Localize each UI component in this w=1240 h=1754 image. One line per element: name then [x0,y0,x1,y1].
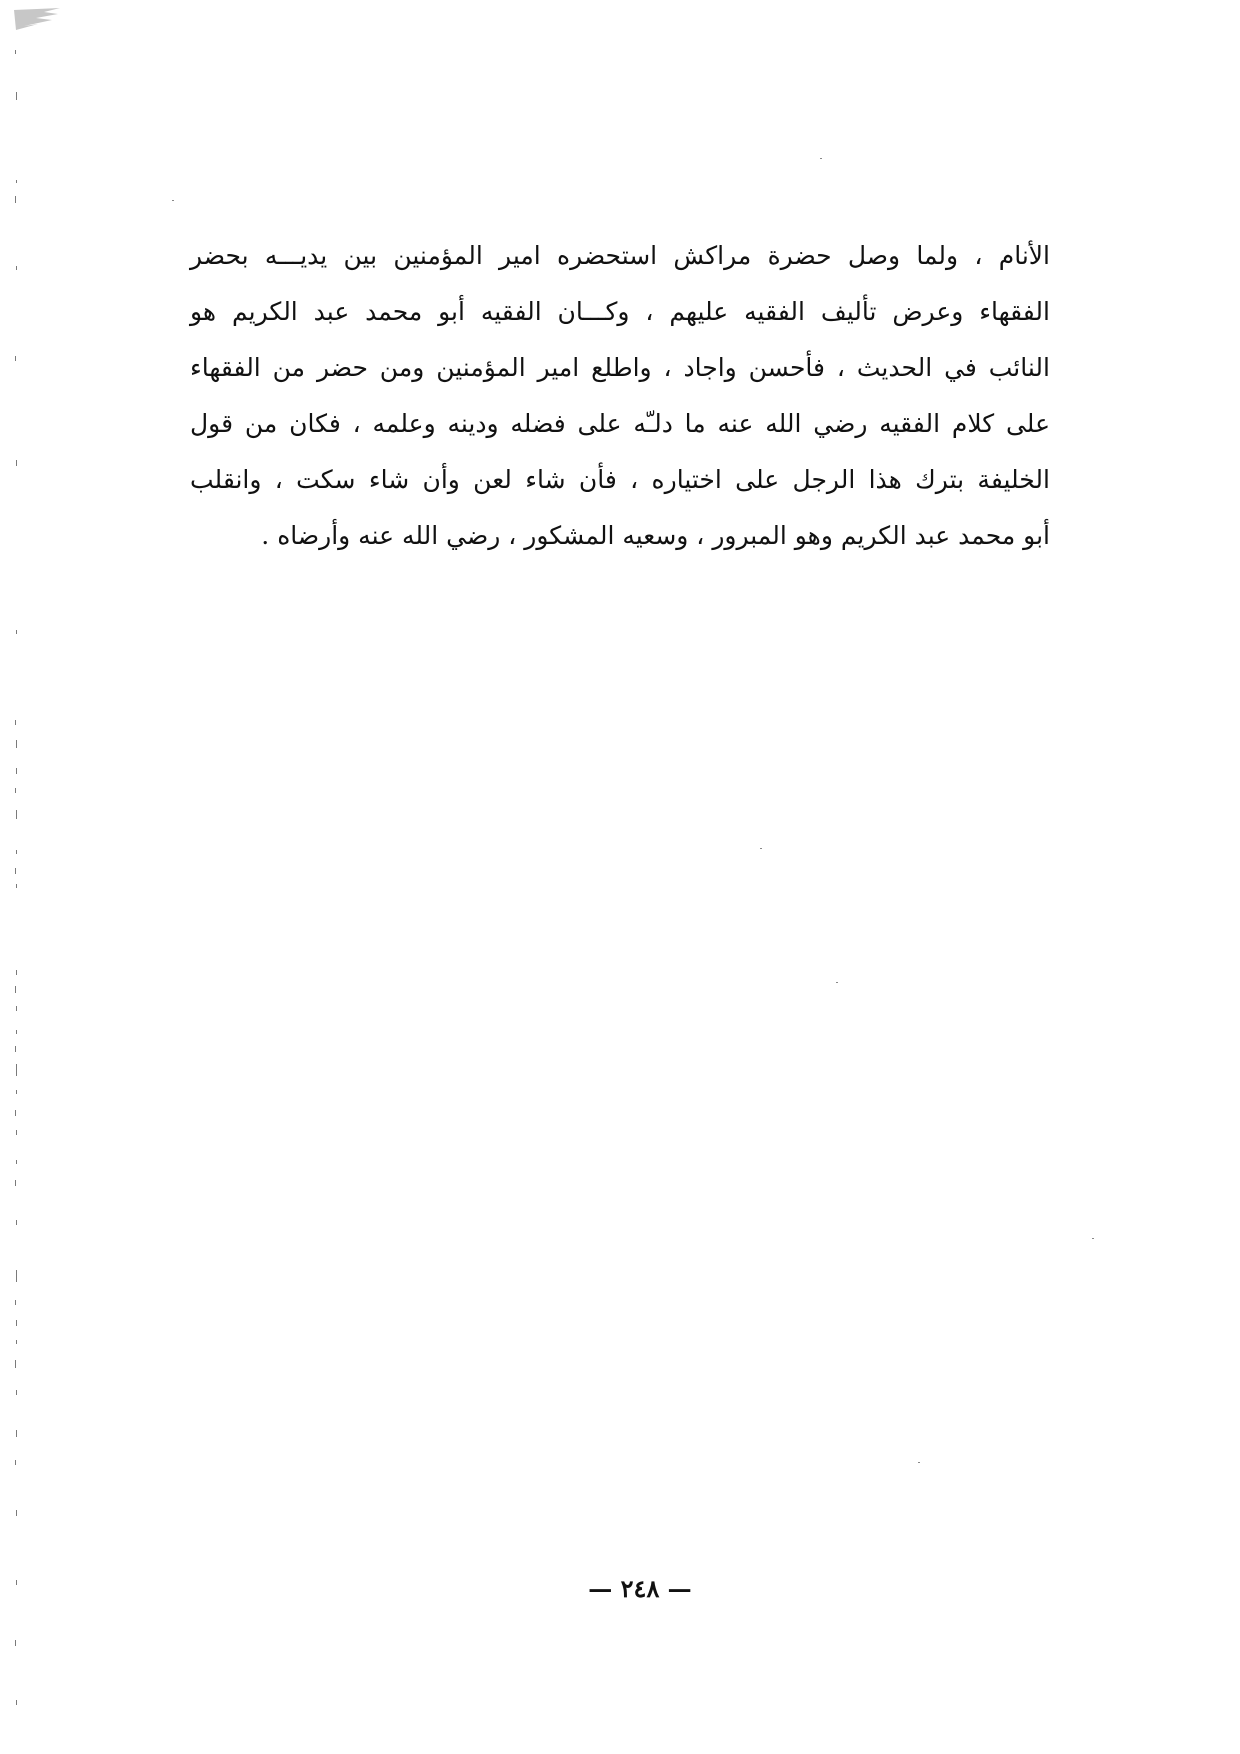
text-line: أبو محمد عبد الكريم وهو المبرور ، وسعيه المشكور ، رضي الله عنه وأرضاه . [261,521,1050,550]
scan-left-edge-specks [12,40,22,1730]
scan-speck [820,158,822,159]
scan-speck [1092,1238,1094,1239]
scan-speck [918,1462,920,1463]
text-line: على كلام الفقيه رضي الله عنه ما دلـّه على فضله ودينه وعلمه ، فكان من قول [190,409,1050,438]
scan-corner-artifact [14,8,60,30]
text-line: الخليفة بترك هذا الرجل على اختياره ، فأن شاء لعن وأن شاء سكت ، وانقلب [190,465,1050,494]
scan-speck [836,982,838,983]
scan-speck [760,848,762,849]
text-line: الأنام ، ولما وصل حضرة مراكش استحضره امير المؤمنين بين يديـــه بحضر [190,241,1050,270]
scan-speck [172,200,174,201]
text-line: الفقهاء وعرض تأليف الفقيه عليهم ، وكـــان الفقيه أبو محمد عبد الكريم هو [190,297,1050,326]
body-paragraph [190,228,1050,564]
page-number: — ٢٤٨ — [588,1574,692,1603]
text-line: النائب في الحديث ، فأحسن واجاد ، واطلع امير المؤمنين ومن حضر من الفقهاء [190,353,1050,382]
